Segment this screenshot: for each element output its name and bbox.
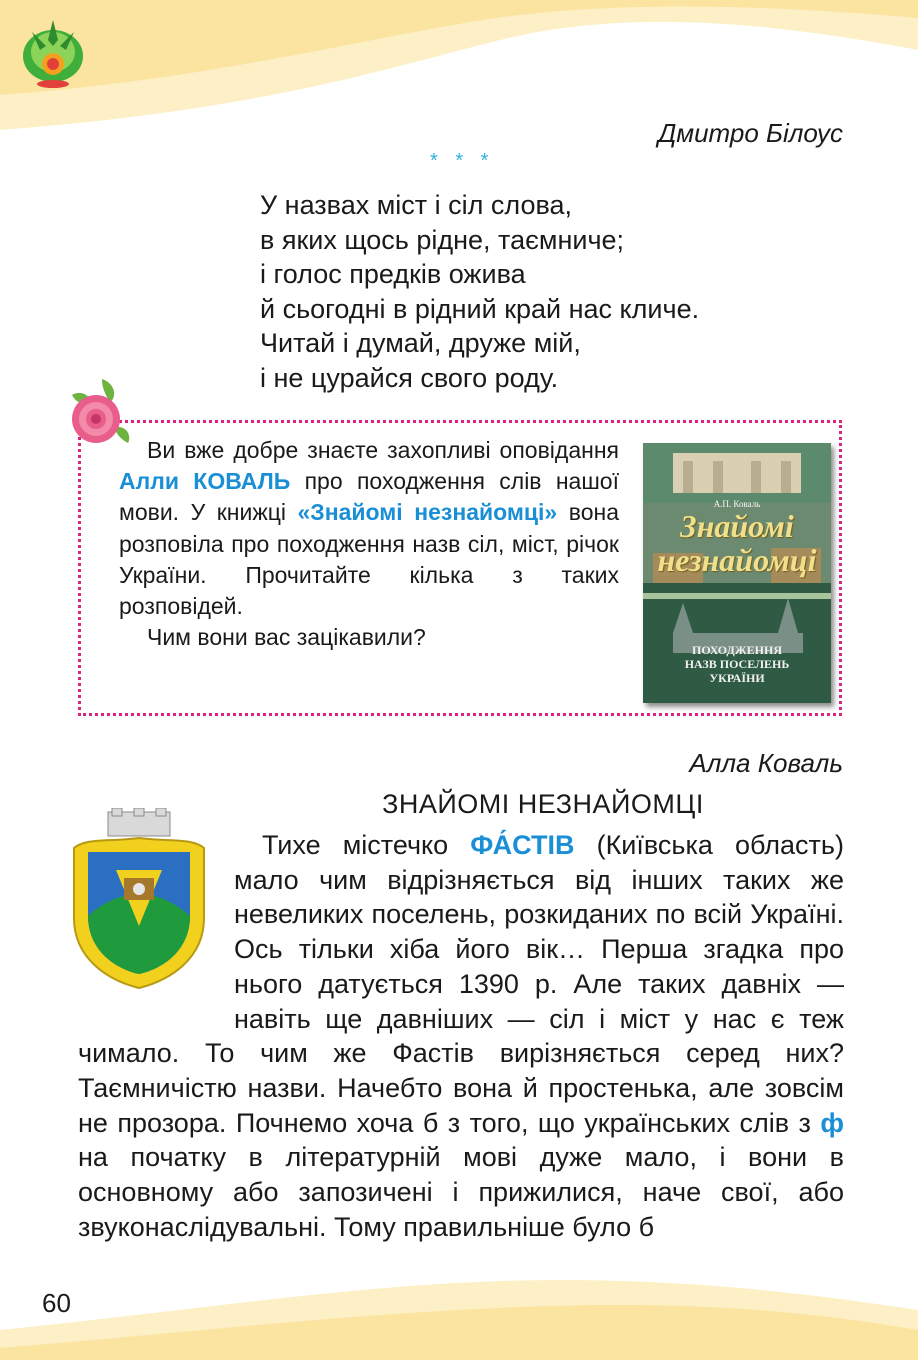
info-question: Чим вони вас зацікавили? [147, 624, 426, 651]
info-text-part: Ви вже добре знаєте захопливі оповідання [147, 437, 619, 463]
poem-line: і не цурайся свого роду. [260, 362, 559, 393]
book-title-line: незнайомці [657, 542, 817, 578]
book-author: А.П. Коваль [713, 499, 761, 509]
book-subtitle-line: НАЗВ ПОСЕЛЕНЬ [684, 657, 790, 671]
poem-line: і голос предків ожива [260, 259, 526, 290]
bottom-wave-decoration [0, 1250, 918, 1360]
story-text [78, 828, 844, 1244]
poem [260, 188, 699, 396]
info-box [78, 420, 842, 716]
floral-ornament-icon [18, 12, 88, 92]
fastiv-highlight: ФА́СТІВ [470, 830, 575, 860]
poem-line: й сьогодні в рідний край нас кличе. [260, 293, 700, 324]
book-title-highlight: «Знайомі незнайомці» [297, 499, 558, 526]
poem-separator: * * * [430, 150, 495, 172]
book-subtitle-line: ПОХОДЖЕННЯ [692, 643, 782, 657]
author-highlight: Алли КОВАЛЬ [119, 468, 291, 495]
book-cover-title [649, 509, 825, 577]
story-text-part: (Київська область) мало чим відрізняється від інших таких же невеликих поселень, розкиданих по всій Україні. Ось тільки хіба його вік… Перша згадка про нього датується 1390 р. Але таких давніх — навіть ще давніших — сіл і міст у нас є теж чимало. То чим же Фастів вирізняється серед них? Таємничістю назви. Начебто вона й простенька, але зовсім не прозора. Почнемо хоча б з того, що українських слів з [78, 830, 844, 1138]
letter-highlight: ф [820, 1107, 844, 1138]
story-text-part: Тихе містечко [262, 830, 471, 860]
rose-icon [62, 375, 134, 455]
page-number: 60 [42, 1288, 71, 1318]
info-paragraph [119, 435, 619, 622]
info-text-part: про походження слів нашої мови. У книжці [119, 468, 619, 526]
book-cover-subtitle [651, 643, 823, 685]
book-subtitle-line: УКРАЇНИ [709, 671, 765, 685]
book-cover-image [643, 443, 831, 703]
book-title-line: Знайомі [680, 508, 794, 544]
poem-line: У назвах міст і сіл слова, [260, 190, 573, 220]
info-text [119, 435, 619, 653]
story-author: Алла Коваль [689, 748, 843, 778]
story-title: ЗНАЙОМІ НЕЗНАЙОМЦІ [382, 789, 704, 819]
poem-line: Читай і думай, друже мій, [260, 328, 581, 359]
info-text-part: вона розповіла про походження назв сіл, міст, річок України. Прочитайте кілька з таких розповідей. [119, 499, 619, 620]
poem-author: Дмитро Білоус [657, 118, 843, 148]
poem-line: в яких щось рідне, таємниче; [260, 224, 625, 255]
story-text-part: на початку в літературній мові дуже мало, і вони в основному або запозичені і прижилися, наче свої, або звуконаслідувальні. Тому правильніше було б [78, 1142, 844, 1242]
